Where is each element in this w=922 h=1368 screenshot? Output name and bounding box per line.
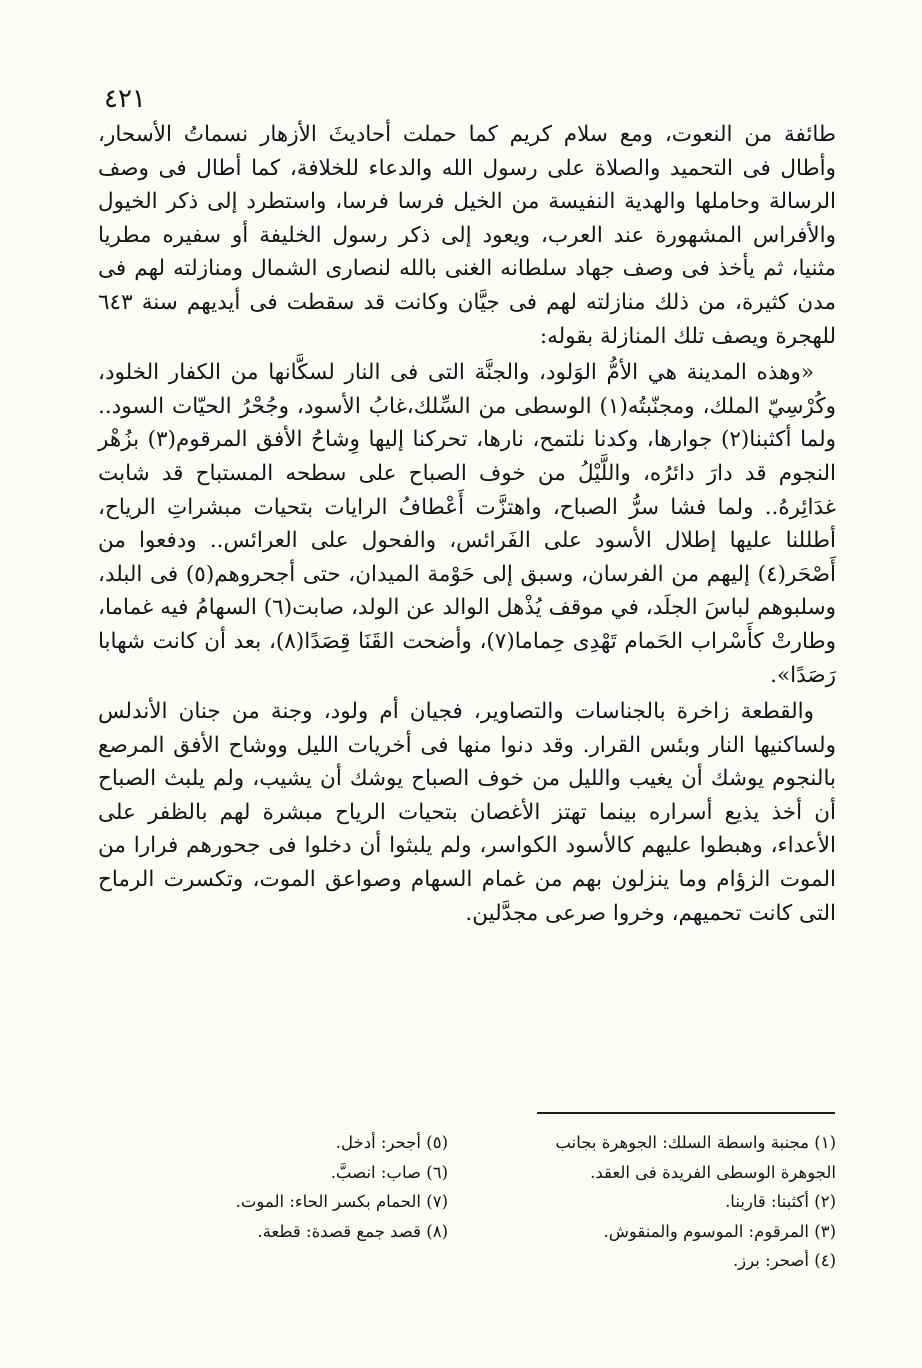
footnotes-column-left [208, 1128, 448, 1276]
footnote-3: (٣) المرقوم: الموسوم والمنقوش. [603, 1221, 836, 1241]
footnote-2: (٢) أكثبنا: قاربنا. [725, 1192, 836, 1211]
body-text [98, 118, 836, 930]
page-number: ٤٢١ [104, 84, 146, 114]
paragraph-intro: طائفة من النعوت، ومع سلام كريم كما حملت أحاديثَ الأزهار نسماتُ الأسحار، وأطال فى التحميد والصلاة على رسول الله والدعاء للخلافة، كما أطال فى وصف الرسالة وحاملها والهدية النفيسة من الخيل فرسا فرسا، واستطرد إلى ذكر الخيول والأفراس المشهورة عند العرب، ويعود إلى ذكر رسول الخليفة أو سفيره مطريا مثنيا، ثم يأخذ فى وصف جهاد سلطانه الغنى بالله لنصارى الشمال ومنازلته لهم فى مدن كثيرة، من ذلك منازلته لهم فى جيَّان وكانت قد سقطت فى أيديهم سنة ٦٤٣ للهجرة ويصف تلك المنازلة بقوله: [98, 122, 836, 349]
footnotes-column-right [496, 1128, 836, 1276]
footnote-1: (١) مجنبة واسطة السلك: الجوهرة بجانب الجوهرة الوسطى الفريدة فى العقد. [555, 1133, 836, 1182]
paragraph-quotation: «وهذه المدينة هي الأمُّ الوَلود، والجنَّة التى فى النار لسكَّانها من الكفار الخلود، وكُرْسِيّ الملك، ومجنّبتُه(١) الوسطى من السِّلك،غابُ الأسود، وجُحْرُ الحيّات السود.. ولما أكثبنا(٢) جوارها، وكدنا نلتمح، نارها، تحركنا إليها وِشاحُ الأفق المرقوم(٣) بزُهْر النجوم قد دارَ دائرُه، واللَّيْلُ من خوف الصباح على سطحه المستباح قد شابت غدَائِرهُ.. ولما فشا سرُّ الصباح، واهتزَّت أَعْطافُ الرايات بتحيات مبشراتِ الرياح، أطللنا عليها إطلال الأسود على الفَرائس، والفحول على العرائس.. ودفعوا من أَصْحَر(٤) إليهم من الفرسان، وسبق إلى حَوْمة الميدان، حتى أجحروهم(٥) فى البلد، وسلبوهم لباسَ الجلَد، في موقف يُذْهل الوالد عن الولد، صابت(٦) السهامُ فيه غماما، وطارتْ كأَسْراب الحَمام تَهْدِى حِماما(٧)، وأضحت القَنَا قِصَدًا(٨)، بعد أن كانت شهابا رَصَدًا». [98, 360, 837, 688]
footnote-5: (٥) أجحر: أدخل. [335, 1133, 448, 1152]
footnote-4: (٤) أصحر: برز. [732, 1251, 836, 1270]
footnote-6: (٦) صاب: انصبَّ. [330, 1162, 448, 1182]
footnote-8: (٨) قصد جمع قصدة: قطعة. [257, 1221, 448, 1241]
footnotes [190, 1128, 836, 1276]
footnote-divider [537, 1112, 835, 1114]
paragraph-commentary: والقطعة زاخرة بالجناسات والتصاوير، فجيان أم ولود، وجنة من جنان الأندلس ولساكنيها النار وبئس القرار. وقد دنوا منها فى أخريات الليل ووشاح الأفق المرصع بالنجوم يوشك أن يغيب والليل من خوف الصباح يوشك أن يشيب، ولم يلبث الصباح أن أخذ يذيع أسراره بينما تهتز الأغصان بتحيات الرياح مبشرة لهم بالظفر على الأعداء، وهبطوا عليهم كالأسود الكواسر، ولم يلبثوا أن دخلوا فى جحورهم فرارا من الموت الزؤام وما ينزلون بهم من غمام السهام وصواعق الموت، وتكسرت الرماح التى كانت تحميهم، وخروا صرعى مجدَّلين. [98, 699, 836, 926]
footnote-7: (٧) الحمام بكسر الحاء: الموت. [235, 1192, 448, 1211]
